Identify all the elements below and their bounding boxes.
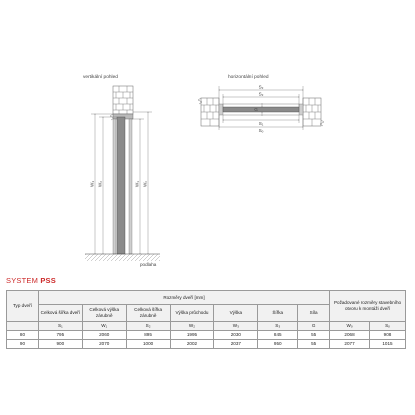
symbol-cell [7,322,39,331]
vertical-view [83,74,160,267]
col-header: Výška [214,305,258,322]
symbol-cell: W₃ [214,322,258,331]
frame-jamb-left [113,119,116,254]
symbol-cell: W₁ [82,322,126,331]
symbol-cell: Wₒ [330,322,370,331]
symbol-cell: G [298,322,330,331]
dim-s2-outer-label: S₂ [258,84,264,90]
h-frame-right [299,104,303,115]
floor-label: podlaha [140,262,157,267]
symbol-cell: S₃ [258,322,298,331]
dim-s1-label: S₁ [258,121,264,126]
h-door-leaf [223,107,299,112]
table-cell: 895 [126,331,170,340]
table-cell: 2002 [170,340,214,349]
table-cell: 2037 [214,340,258,349]
dim-so-label: Sₒ [258,128,264,133]
type-cell: 90 [7,340,39,349]
table-cell: 2077 [330,340,370,349]
table-cell: 1015 [369,340,405,349]
vertical-view-title: vertikální pohled [83,75,118,80]
table-row [7,340,406,349]
h-frame-left [219,104,223,115]
header-row-group [7,291,406,305]
table-cell: 950 [258,340,298,349]
col-header: Šířka [258,305,298,322]
col-header: Celková výška zárubně [82,305,126,322]
dim-g-label: G [254,107,258,112]
table-cell: 2070 [82,340,126,349]
dim-w2-label: W₂ [97,180,103,188]
table-row [7,331,406,340]
table-cell: 908 [369,331,405,340]
col-header: Výška průchodu [170,305,214,322]
required-header: Požadované rozměry stavebního otvoru k montáži dveří [330,291,406,322]
symbol-cell: W₂ [170,322,214,331]
floor-icon [85,254,160,261]
frame-jamb-right [129,119,132,254]
system-title [6,276,56,285]
table-cell: 2068 [330,331,370,340]
symbol-cell: Sₒ [369,322,405,331]
horizontal-view-title: horizontální pohled [228,75,269,80]
table-cell: 845 [258,331,298,340]
door-leaf [117,117,125,254]
system-title-prefix: SYSTEM [6,276,41,285]
system-title-name: PSS [40,276,56,285]
symbol-cell: S₁ [38,322,82,331]
dim-s2-inner-label: S₂ [258,91,264,97]
horizontal-view [198,74,324,133]
left-wall-icon [198,98,219,126]
table-cell: 55 [298,331,330,340]
col-header: Celková šířka zárubně [126,305,170,322]
header-row-symbols [7,322,406,331]
table-cell: 2030 [214,331,258,340]
dim-w1-label: W₁ [89,181,95,187]
right-wall-icon [303,98,324,126]
table-cell: 1995 [170,331,214,340]
table-cell: 795 [38,331,82,340]
table-cell: 1000 [126,340,170,349]
col-header: Síla [298,305,330,322]
group-header: Rozměry dveří [mm] [38,291,329,305]
dim-w3-label: W₃ [134,180,140,188]
table-cell: 55 [298,340,330,349]
type-cell: 80 [7,331,39,340]
table-cell: 900 [38,340,82,349]
dimensions-table [6,290,406,349]
table-cell: 2060 [82,331,126,340]
dim-wo-label: Wₒ [142,180,148,188]
type-header: Typ dveří [7,291,39,322]
symbol-cell: S₂ [126,322,170,331]
col-header: Celková šířka dveří [38,305,82,322]
